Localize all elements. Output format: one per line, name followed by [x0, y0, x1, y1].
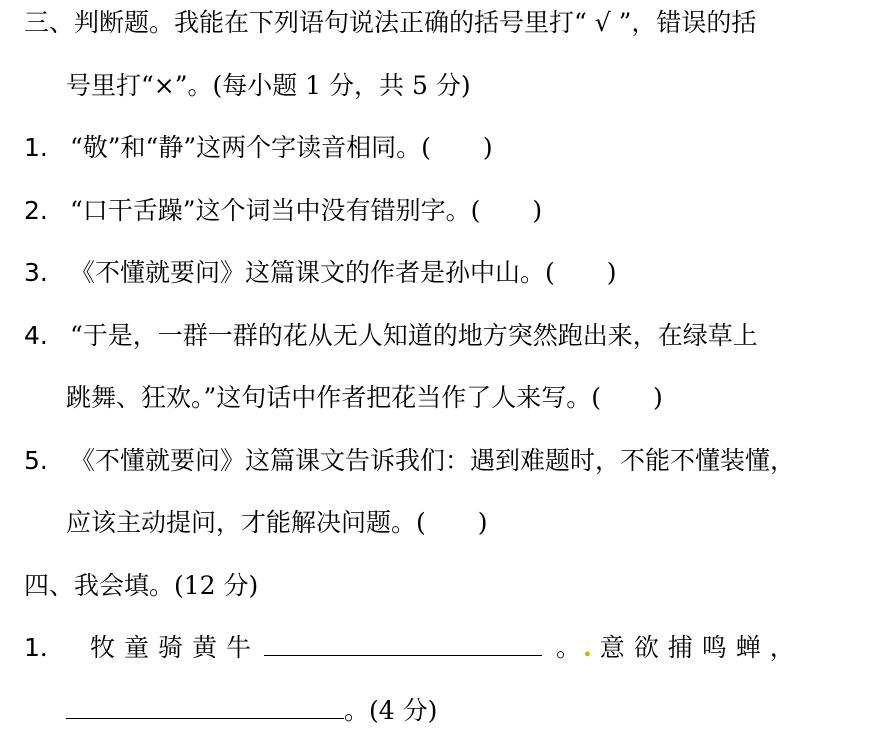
question-text: 《不懂就要问》这篇课文告诉我们：遇到难题时，不能不懂装懂，	[70, 446, 796, 475]
question-number: 4.	[24, 321, 48, 350]
poem-line-2: 意欲捕鸣蝉，	[599, 633, 804, 662]
question-number: 3.	[24, 258, 48, 287]
question-text-cont: 跳舞、狂欢。”这句话中作者把花当作了人来写。(	[66, 383, 602, 412]
section3-heading-line1	[24, 6, 756, 40]
poem-fill-line2	[66, 694, 437, 728]
period: 。	[556, 633, 582, 662]
question-1	[24, 131, 493, 165]
question-2	[24, 194, 542, 228]
section3-heading-line2	[66, 69, 471, 103]
question-3	[24, 256, 617, 290]
question-text-cont: 应该主动提问，才能解决问题。(	[66, 508, 426, 537]
question-5	[24, 444, 795, 478]
close-paren: )	[532, 196, 543, 225]
close-paren: )	[482, 133, 493, 162]
question-4-cont	[66, 381, 663, 415]
question-5-cont	[66, 506, 488, 540]
fill-blank-1[interactable]	[264, 633, 542, 656]
question-number: 2.	[24, 196, 48, 225]
close-paren: )	[653, 383, 663, 412]
poem-fill-line1	[24, 631, 804, 665]
item-number: 1．	[24, 633, 65, 662]
question-text: “于是，一群一群的花从无人知道的地方突然跑出来，在绿草上	[70, 321, 758, 350]
section4-heading	[24, 569, 258, 603]
mark-dot: .	[583, 633, 592, 662]
question-text: 《不懂就要问》这篇课文的作者是孙中山。(	[70, 258, 555, 287]
question-text: “口干舌躁”这个词当中没有错别字。(	[70, 196, 481, 225]
fill-blank-2[interactable]	[66, 696, 344, 719]
poem-line-1: 牧童骑黄牛	[90, 633, 261, 662]
question-text: “敬”和“静”这两个字读音相同。(	[70, 133, 431, 162]
score-note: 。(4 分)	[344, 696, 438, 725]
section4-heading-text: 四、我会填。(12 分)	[24, 571, 259, 600]
section3-heading-text-cont: 号里打“×”。(每小题 1 分，共 5 分)	[66, 71, 471, 100]
question-number: 1.	[24, 133, 48, 162]
question-number: 5.	[24, 446, 48, 475]
section3-heading-text: 三、判断题。我能在下列语句说法正确的括号里打“ √ ”，错误的括	[24, 8, 757, 37]
close-paren: )	[606, 258, 617, 287]
close-paren: )	[477, 508, 488, 537]
question-4	[24, 319, 758, 353]
